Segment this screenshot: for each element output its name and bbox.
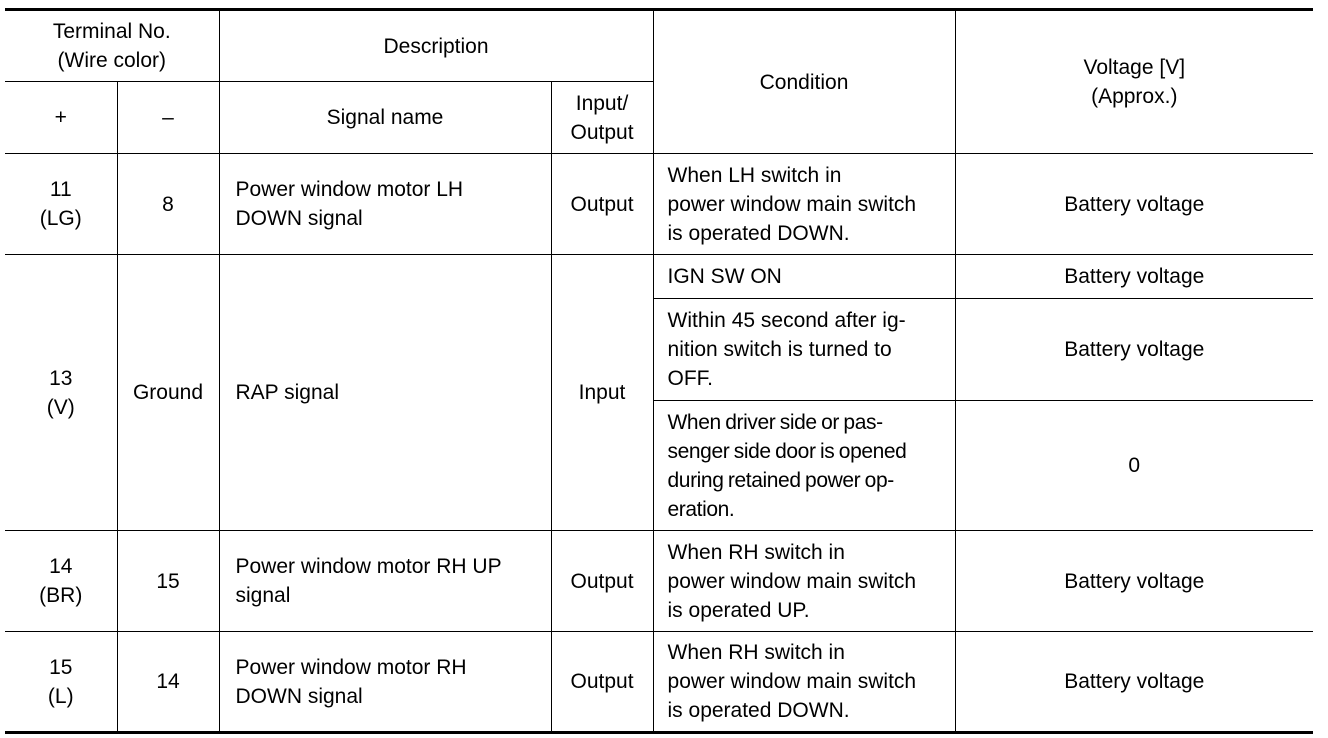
plus-terminal: 15 (L) bbox=[5, 632, 117, 733]
voltage: Battery voltage bbox=[955, 632, 1313, 733]
voltage: Battery voltage bbox=[955, 299, 1313, 401]
voltage: 0 bbox=[955, 401, 1313, 531]
table-row bbox=[5, 154, 1313, 255]
table-row bbox=[5, 255, 1313, 299]
voltage: Battery voltage bbox=[955, 255, 1313, 299]
minus-terminal: Ground bbox=[117, 255, 219, 531]
signal-name: Power window motor LH DOWN signal bbox=[219, 154, 551, 255]
minus-terminal: 14 bbox=[117, 632, 219, 733]
terminal-spec-table bbox=[5, 8, 1313, 734]
signal-name: RAP signal bbox=[219, 255, 551, 531]
voltage-header: Voltage [V] (Approx.) bbox=[955, 10, 1313, 154]
table-row bbox=[5, 531, 1313, 632]
description-header: Description bbox=[219, 10, 653, 82]
io-header: Input/ Output bbox=[551, 82, 653, 154]
plus-header: + bbox=[5, 82, 117, 154]
voltage: Battery voltage bbox=[955, 531, 1313, 632]
io-type: Input bbox=[551, 255, 653, 531]
plus-terminal: 14 (BR) bbox=[5, 531, 117, 632]
condition: When LH switch in power window main switch is operated DOWN. bbox=[653, 154, 955, 255]
io-type: Output bbox=[551, 154, 653, 255]
condition: IGN SW ON bbox=[653, 255, 955, 299]
condition: When RH switch in power window main switch is operated DOWN. bbox=[653, 632, 955, 733]
io-type: Output bbox=[551, 531, 653, 632]
terminal-no-header: Terminal No. (Wire color) bbox=[5, 10, 219, 82]
minus-terminal: 15 bbox=[117, 531, 219, 632]
plus-terminal: 13 (V) bbox=[5, 255, 117, 531]
io-type: Output bbox=[551, 632, 653, 733]
condition: When driver side or pas- senger side door is opened during retained power op- eration. bbox=[653, 401, 955, 531]
condition: Within 45 second after ig- nition switch is turned to OFF. bbox=[653, 299, 955, 401]
signal-name: Power window motor RH UP signal bbox=[219, 531, 551, 632]
minus-terminal: 8 bbox=[117, 154, 219, 255]
voltage: Battery voltage bbox=[955, 154, 1313, 255]
table-row bbox=[5, 632, 1313, 733]
signal-name: Power window motor RH DOWN signal bbox=[219, 632, 551, 733]
minus-header: – bbox=[117, 82, 219, 154]
signal-name-header: Signal name bbox=[219, 82, 551, 154]
condition-header: Condition bbox=[653, 10, 955, 154]
plus-terminal: 11 (LG) bbox=[5, 154, 117, 255]
condition: When RH switch in power window main switch is operated UP. bbox=[653, 531, 955, 632]
